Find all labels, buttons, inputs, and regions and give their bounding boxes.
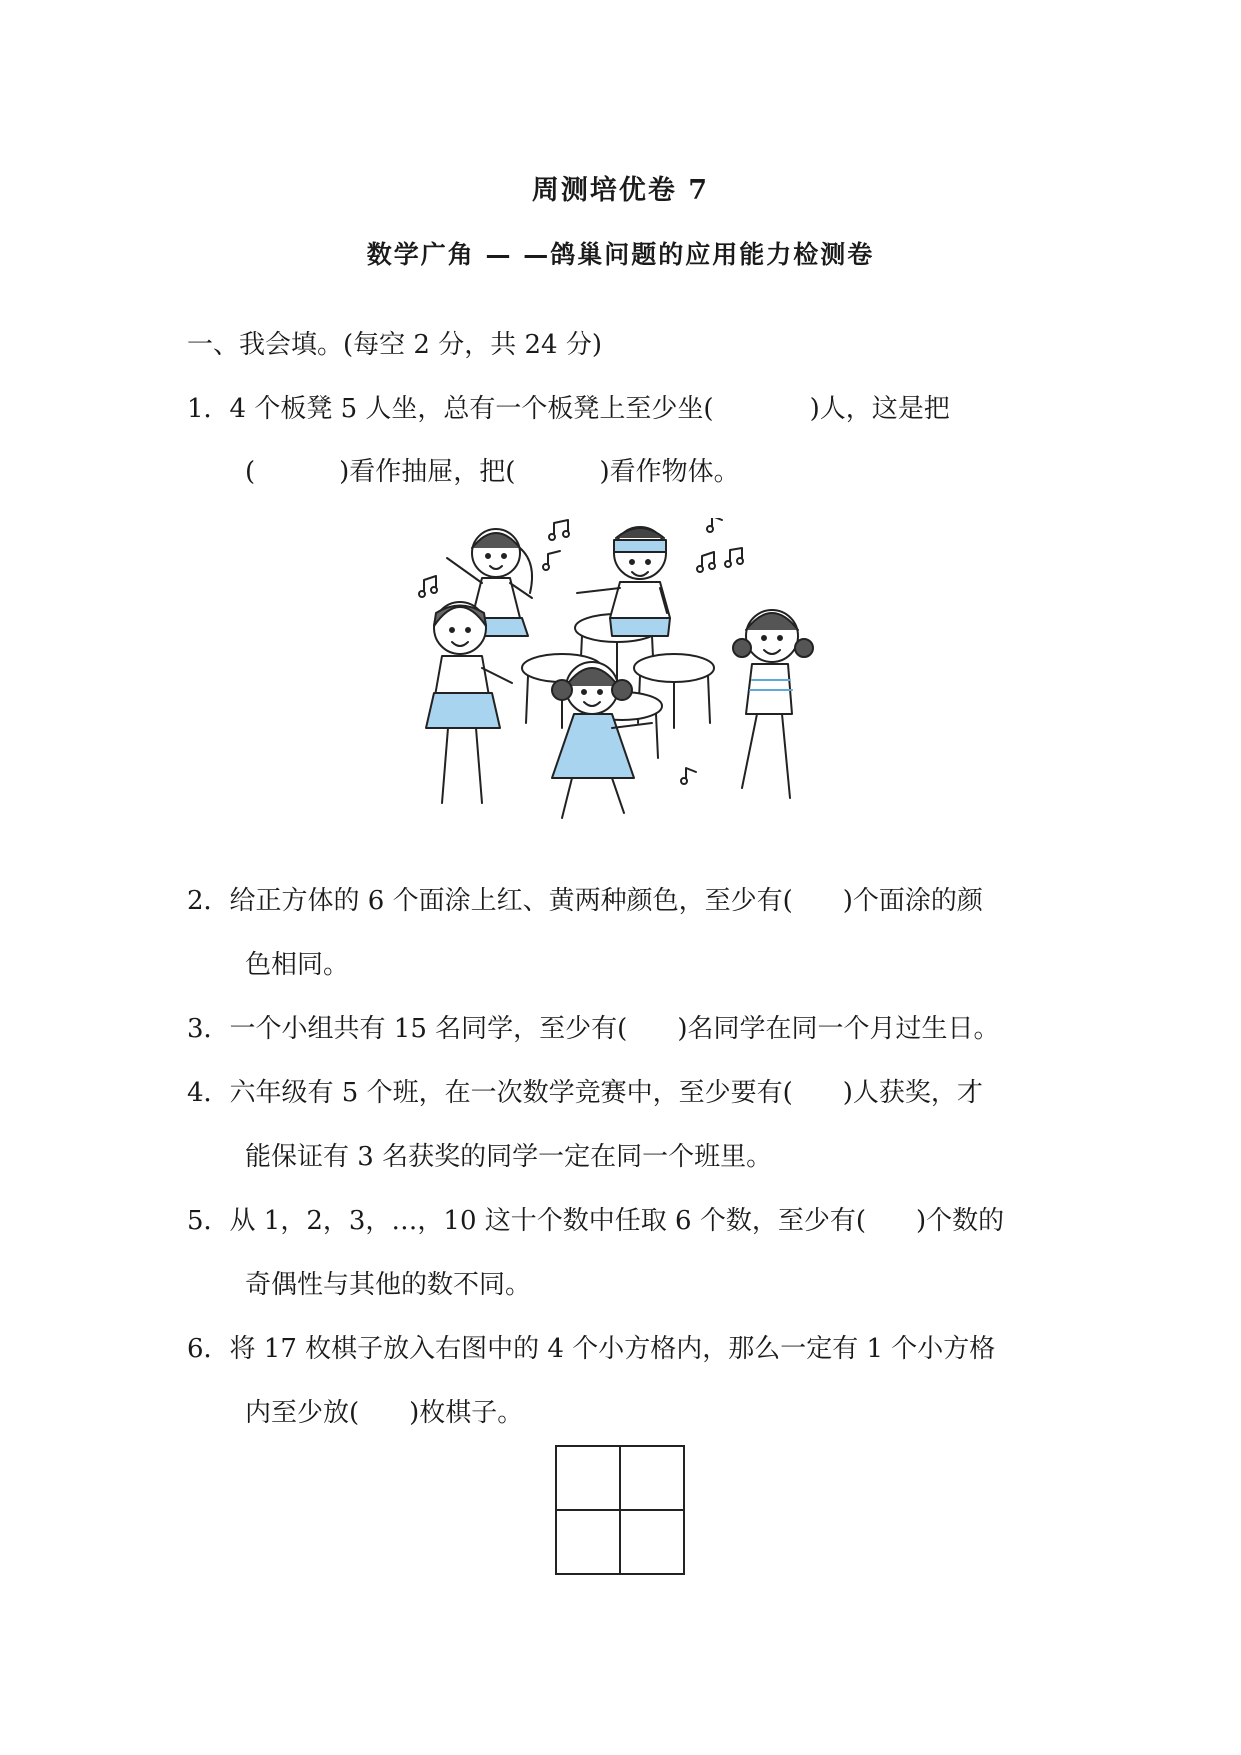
question-5-line-2: 奇偶性与其他的数不同。	[245, 1270, 532, 1300]
girl-right	[733, 610, 813, 798]
question-6-line-1: 6．将 17 枚棋子放入右图中的 4 个小方格内，那么一定有 1 个小方格	[187, 1334, 996, 1364]
question-4-line-1	[187, 1076, 983, 1110]
question-4-line-2: 能保证有 3 名获奖的同学一定在同一个班里。	[245, 1142, 773, 1172]
question-3-text-a: 3．一个小组共有 15 名同学，至少有(	[187, 1014, 628, 1044]
children-stools-illustration	[412, 518, 826, 830]
question-1-text-d: )看作抽屉，把(	[339, 457, 516, 487]
question-5-line-1	[187, 1204, 1004, 1238]
four-square-grid	[555, 1445, 685, 1575]
page-title: 周测培优卷 7	[531, 175, 710, 206]
question-1-text-e: )看作物体。	[599, 457, 740, 487]
question-2-text-b: )个面涂的颜	[842, 886, 983, 916]
question-2-text-a: 2．给正方体的 6 个面涂上红、黄两种颜色，至少有(	[187, 886, 793, 916]
question-1-line-2	[245, 455, 740, 489]
question-6-text-a: 内至少放(	[245, 1398, 360, 1428]
page-subtitle: 数学广角 — —鸽巢问题的应用能力检测卷	[366, 240, 875, 269]
question-2-line-1	[187, 884, 983, 918]
section-heading: 一、我会填。(每空 2 分，共 24 分)	[187, 330, 602, 360]
question-1-text-b: )人，这是把	[809, 394, 950, 424]
girl-front-center	[552, 662, 652, 818]
question-1-text-c: (	[245, 457, 256, 487]
question-5-text-b: )个数的	[916, 1206, 1005, 1236]
question-2-line-2: 色相同。	[245, 950, 350, 980]
question-3-text-b: )名同学在同一个月过生日。	[677, 1014, 1000, 1044]
question-1-text-a: 1．4 个板凳 5 人坐，总有一个板凳上至少坐(	[187, 394, 714, 424]
question-6-text-b: )枚棋子。	[409, 1398, 524, 1428]
question-6-line-2	[245, 1396, 523, 1430]
question-5-text-a: 5．从 1，2，3，…，10 这十个数中任取 6 个数，至少有(	[187, 1206, 866, 1236]
question-4-text-a: 4．六年级有 5 个班，在一次数学竞赛中，至少要有(	[187, 1078, 793, 1108]
question-1-line-1	[187, 392, 950, 426]
question-4-text-b: )人获奖，才	[842, 1078, 983, 1108]
question-3-line-1	[187, 1012, 999, 1046]
